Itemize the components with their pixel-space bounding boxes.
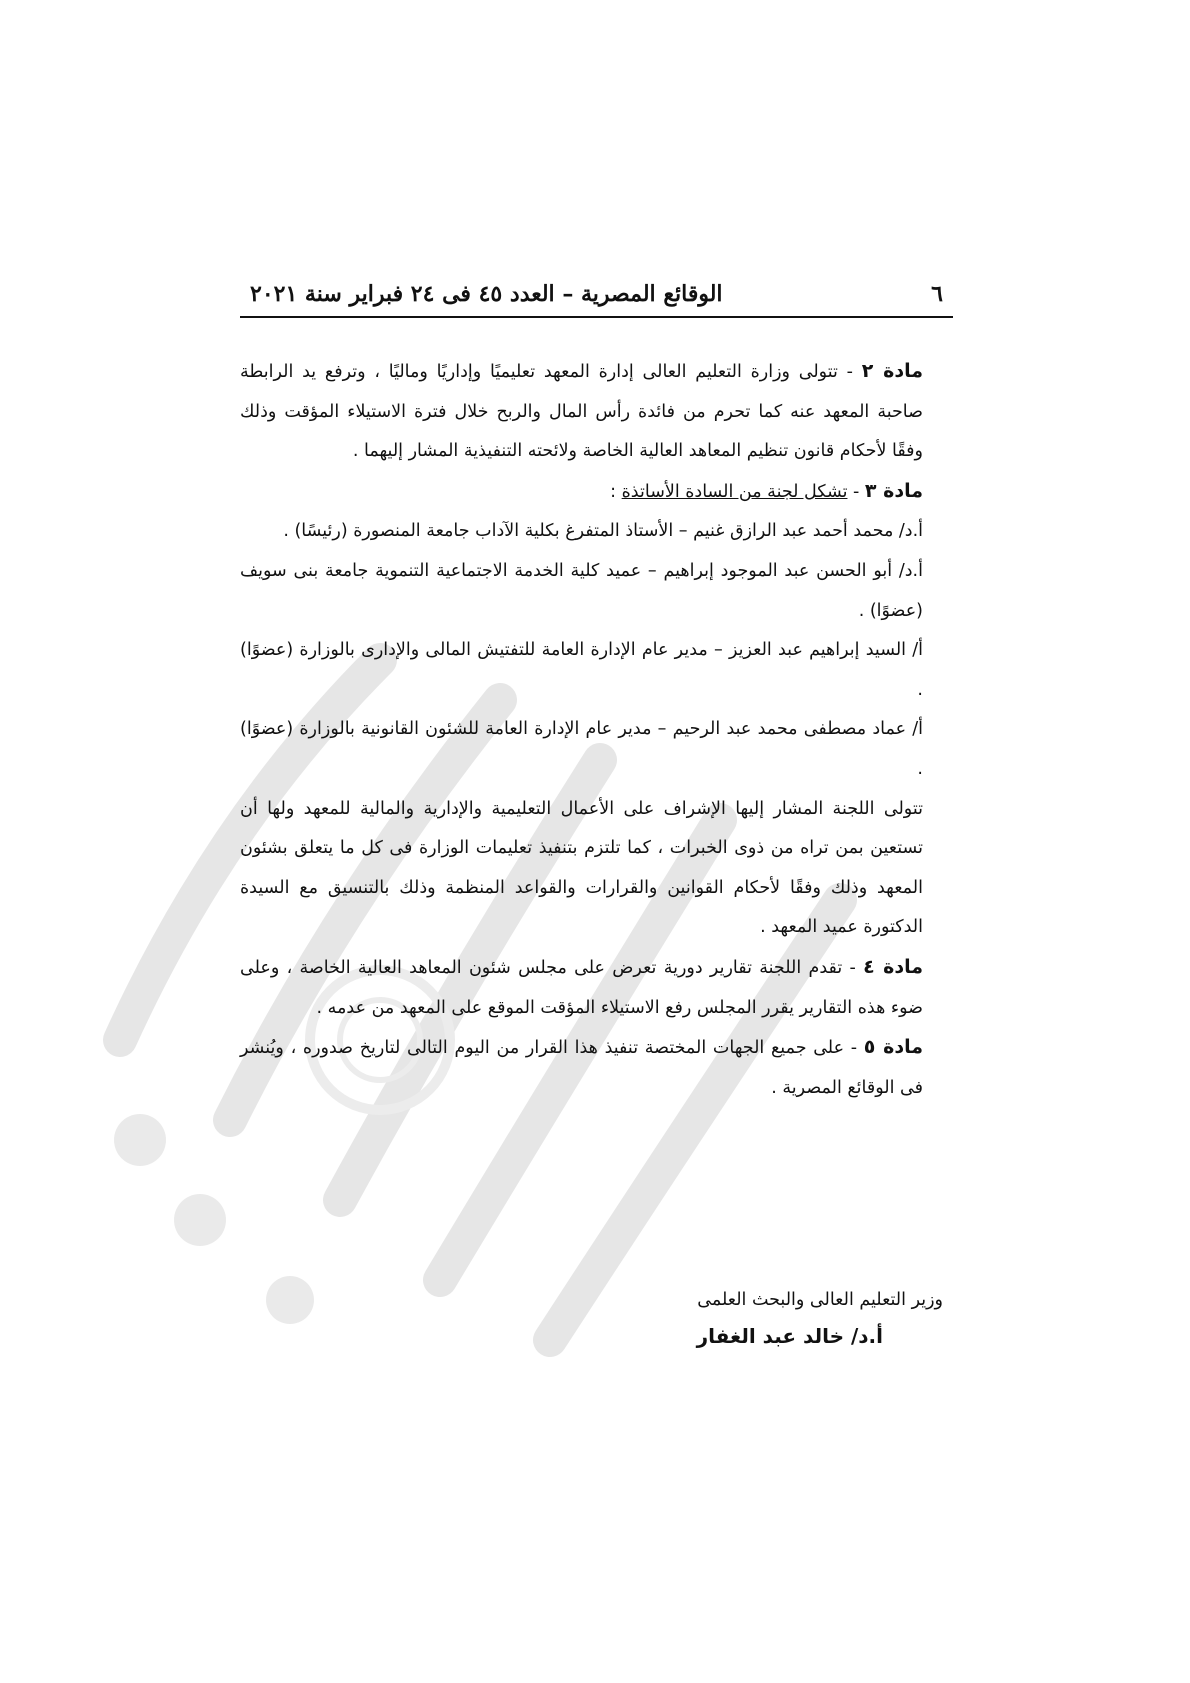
article-5-text: - على جميع الجهات المختصة تنفيذ هذا القرار من اليوم التالى لتاريخ صدوره ، ويُنشر فى الوقائع المصرية . xyxy=(240,1038,923,1098)
article-4-text: - تقدم اللجنة تقارير دورية تعرض على مجلس شئون المعاهد العالية الخاصة ، وعلى ضوء هذه التقارير يقرر المجلس رفع الاستيلاء المؤقت الموقع على المعهد من عدمه . xyxy=(240,957,923,1018)
article-3-label: مادة ٣ xyxy=(864,479,923,502)
minister-title: وزير التعليم العالى والبحث العلمى xyxy=(697,1290,943,1310)
member-4: أ/ عماد مصطفى محمد عبد الرحيم – مدير عام الإدارة العامة للشئون القانونية بالوزارة (عضوًا) . xyxy=(240,719,923,779)
minister-name: أ.د/ خالد عبد الغفار xyxy=(696,1324,883,1348)
member-1: أ.د/ محمد أحمد عبد الرازق غنيم – الأستاذ المتفرغ بكلية الآداب جامعة المنصورة (رئيسًا) . xyxy=(283,521,923,542)
article-3-dash: - xyxy=(847,481,865,502)
article-4-label: مادة ٤ xyxy=(863,955,923,978)
article-4 xyxy=(240,948,953,1028)
committee-duties: تتولى اللجنة المشار إليها الإشراف على الأعمال التعليمية والإدارية والمالية للمعهد ولها أن تستعين بمن تراه من ذوى الخبرات ، كما تلتزم بتنفيذ تعليمات الوزارة فى كل ما يتعلق بشئون المعهد وذلك وفقًا لأحكام القوانين والقرارات والقواعد المنظمة وذلك بالتنسيق مع السيدة الدكتورة عميد المعهد . xyxy=(240,798,923,938)
document-body xyxy=(240,352,953,1108)
member-3: أ/ السيد إبراهيم عبد العزيز – مدير عام الإدارة العامة للتفتيش المالى والإدارى بالوزارة (عضوًا) . xyxy=(240,640,923,700)
article-2-text: - تتولى وزارة التعليم العالى إدارة المعهد تعليميًا وإداريًا وماليًا ، وترفع يد الرابطة صاحبة المعهد عنه كما تحرم من فائدة رأس المال والربح خلال فترة الاستيلاء المؤقت وذلك وفقًا لأحكام قانون تنظيم المعاهد العالية الخاصة ولائحته التنفيذية المشار إليهما . xyxy=(240,362,923,462)
page-number: ٦ xyxy=(931,281,943,307)
member-2: أ.د/ أبو الحسن عبد الموجود إبراهيم – عميد كلية الخدمة الاجتماعية التنموية جامعة بنى سويف (عضوًا) . xyxy=(240,560,923,621)
committee-heading: تشكل لجنة من السادة الأساتذة xyxy=(621,481,848,502)
article-5 xyxy=(240,1028,953,1108)
article-2-label: مادة ٢ xyxy=(861,360,923,382)
article-2 xyxy=(240,352,953,472)
article-3-intro xyxy=(240,472,953,513)
article-5-label: مادة ٥ xyxy=(863,1036,923,1059)
page-header xyxy=(240,272,953,318)
gazette-title: الوقائع المصرية – العدد ٤٥ فى ٢٤ فبراير سنة ٢٠٢١ xyxy=(250,281,723,307)
article-3-colon: : xyxy=(610,481,622,502)
signature-block xyxy=(240,1282,953,1354)
